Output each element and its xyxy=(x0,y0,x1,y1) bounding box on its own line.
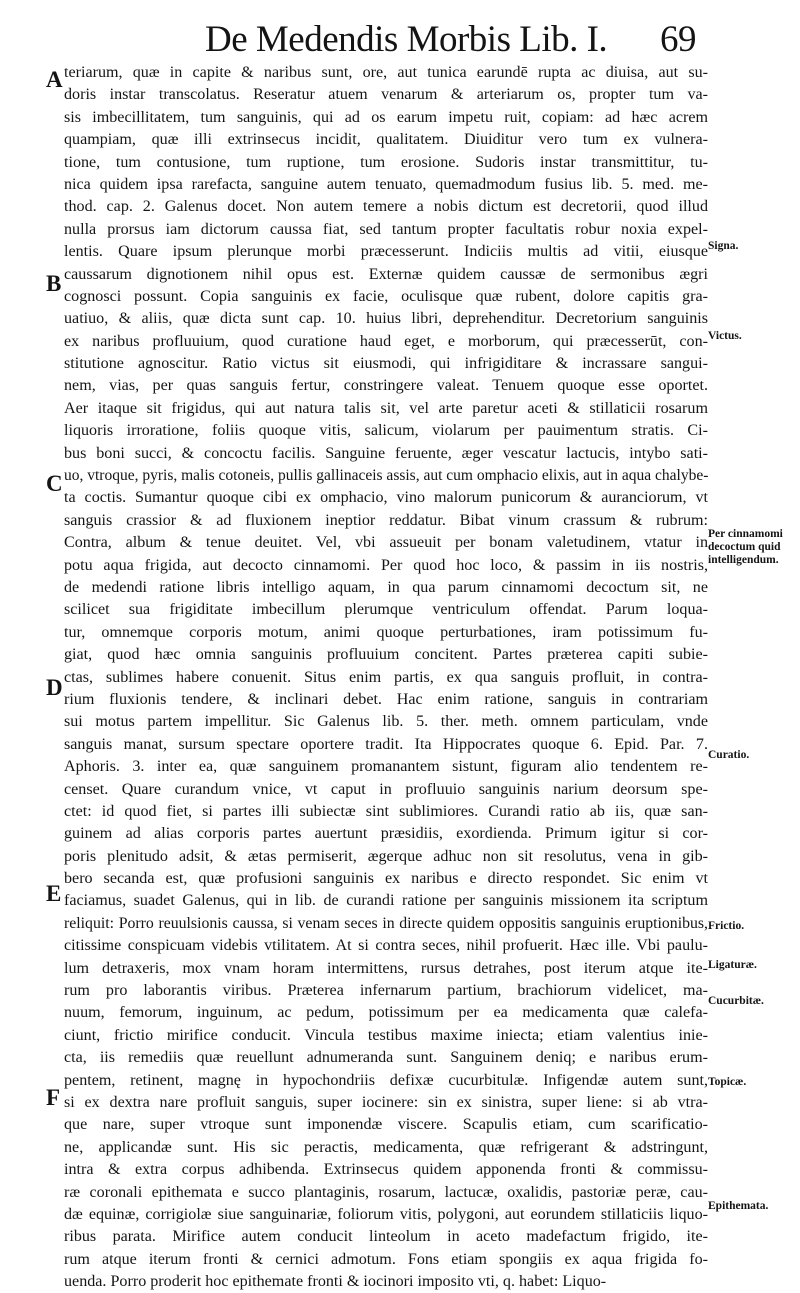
text-line: ex naribus profluuium, quod curatione haud eget, e morborum, qui præcesserūt, con- xyxy=(64,332,708,350)
section-letter-b: B xyxy=(46,271,62,296)
section-letter-c: C xyxy=(46,471,63,496)
text-line: ne, applicandæ sunt. His sic peractis, medicamenta, quæ refrigerant & adstringunt, xyxy=(64,1138,708,1156)
section-letter-a: A xyxy=(46,67,63,92)
text-line: faciamus, suadet Galenus, qui in lib. de curandi ratione per sanguinis missionem ita scriptum xyxy=(64,892,708,910)
header-title: De Medendis Morbis Lib. I. xyxy=(205,19,608,60)
margin-note-signa: Signa. xyxy=(708,240,739,252)
text-line: intra & extra corpus adhibenda. Extrinsecus quidem apponenda fronti & commissu- xyxy=(64,1161,708,1179)
margin-note-epithemata: Epithemata. xyxy=(708,1200,769,1212)
text-line: si ex dextra nare profluit sanguis, super iocinere: sin ex sinistra, super liene: si ab vtra- xyxy=(64,1093,708,1111)
text-line: ctas, sublimes habere conuenit. Situs enim partis, ex qua sanguis profluit, in contra- xyxy=(64,668,708,686)
text-line: Aer itaque sit frigidus, qui aut natura talis sit, vel arte paretur aceti & stillaticii rosarum xyxy=(64,399,708,417)
text-line: lum detraxeris, mox vnam horam intermittens, rursus detrahes, post iterum atque ite- xyxy=(64,959,708,977)
margin-note-cinnamomi: Per cinnamomi decoctum quid intelligendum. xyxy=(708,528,783,566)
text-line: tur, omnemque corporis motum, animi quoque perturbationes, iram potissimum fu- xyxy=(64,623,708,641)
text-line: sui motus partem impellitur. Sic Galenus lib. 5. ther. meth. omnem particulam, vnde xyxy=(64,713,708,731)
running-header xyxy=(205,14,705,66)
text-line: thod. cap. 2. Galenus docet. Non autem temere a nobis dictum est decretorii, quod illud xyxy=(64,198,708,216)
text-line: rum atque iterum fronti & cernici admotum. Fons etiam spongiis ex aqua frigida fo- xyxy=(64,1250,708,1268)
text-line: nulla prorsus iam dictorum caussa fiat, sed tantum propter facultatis robur noxia expel- xyxy=(64,220,708,238)
body-text xyxy=(64,62,708,1293)
text-line: teriarum, quæ in capite & naribus sunt, ore, aut tunica earundē rupta ac diuisa, aut su- xyxy=(64,64,708,81)
text-line: dæ equinæ, corrigiolæ siue sanguinariæ, foliorum vitis, polygoni, aut eorundem stillaticiis liquo- xyxy=(64,1205,708,1223)
text-line: sis imbecillitatem, tum sanguinis, qui ad os earum impetu ruit, copiam: ad hæc acrem xyxy=(64,108,708,126)
text-line: nuum, femorum, inguinum, ac pedum, potissimum per ea medicamenta quæ calefa- xyxy=(64,1004,708,1022)
text-line: uenda. Porro proderit hoc epithemate fronti & iocinori imposito vti, q. habet: Liquo- xyxy=(64,1273,607,1291)
text-line: tione, tum contusione, tum ruptione, tum erosione. Sudoris instar transmittitur, tu- xyxy=(64,153,708,171)
margin-note-frictio: Frictio. xyxy=(708,920,745,932)
section-letter-e: E xyxy=(46,881,62,906)
text-line: Contra, album & tenue deuitet. Vel, vbi assueuit per bonam valetudinem, vtatur in xyxy=(64,534,708,552)
margin-note-victus: Victus. xyxy=(708,330,742,342)
text-line: ribus parata. Mirifice autem conducit linteolum in aceto madefactum frigido, ite- xyxy=(64,1228,708,1246)
text-line: poris plenitudo adsit, & ætas permiserit, ægerque adhuc non sit resolutus, vena in gib- xyxy=(64,847,708,865)
text-line: guinem ad alias corporis partes auertunt præsidiis, exordienda. Primum igitur si cor- xyxy=(64,825,708,843)
margin-note-curatio: Curatio. xyxy=(708,749,750,761)
text-line: Aphoris. 3. inter ea, quæ sanguinem promanantem sistunt, figuram alio tendentem re- xyxy=(64,758,708,776)
text-line: cta, iis remediis quæ reuellunt adnumeranda sunt. Sanguinem deniq; e naribus erum- xyxy=(64,1049,708,1067)
text-line: bus boni succi, & concoctu facilis. Sanguine feruente, æger vescatur lactucis, intybo sati- xyxy=(64,444,708,462)
text-line: citissime conspicuam videbis vtilitatem. At si contra seces, nihil profuerit. Hæc ille. Vbi paulu- xyxy=(64,937,708,955)
text-line: ræ coronali epithemata e succo plantaginis, rosarum, lactucæ, oxalidis, pastoriæ peræ, cau- xyxy=(64,1183,708,1201)
text-line: ctet: id quod fiet, si partes illi subiectæ sint sublimiores. Curandi ratio ab iis, quæ san- xyxy=(64,802,708,820)
text-line: ciunt, frictio mirifice conducit. Vincula testibus maxime iniecta; etiam valentius inie- xyxy=(64,1026,708,1044)
text-line: doris instar transcolatus. Reseratur atuem venarum & arteriarum os, propter tum va- xyxy=(64,86,708,104)
text-line: giat, quod hæc omnia sanguinis profluuium concitent. Partes præterea capiti subie- xyxy=(64,646,708,664)
text-line: de medendi ratione libris intelligo aquam, in qua parum cinnamomi decoctum sit, ne xyxy=(64,578,708,596)
text-line: uatiuo, & aliis, quæ dicta sunt cap. 10. huius libri, deprehenditur. Decretorium sanguinis xyxy=(64,310,708,328)
margin-note-ligaturae: Ligaturæ. xyxy=(708,959,757,971)
page-number: 69 xyxy=(660,19,696,60)
margin-note-topicae: Topicæ. xyxy=(708,1076,747,1088)
text-line: rum pro laborantis viribus. Præterea infernarum partium, brachiorum videlicet, ma- xyxy=(64,982,708,1000)
text-line: lentis. Quare ipsum plerunque morbi præcesserunt. Indiciis multis ad vitii, eiusque xyxy=(64,243,708,261)
text-line: uo, vtroque, pyris, malis cotoneis, pullis gallinaceis assis, aut cum omphacio elixis, aut in aqua chalybe- xyxy=(64,467,708,485)
margin-note-cucurbitae: Cucurbitæ. xyxy=(708,995,764,1007)
text-line: bero secanda est, quæ profusioni sanguinis ex naribus e directo respondet. Sic enim vt xyxy=(64,870,708,888)
text-line: scilicet sua frigiditate imbecillum plerumque ventriculum offendat. Parum loqua- xyxy=(64,601,708,619)
text-line: sanguis crassior & ad fluxionem ineptior reddatur. Bibat vinum crassum & rubrum: xyxy=(64,511,708,529)
text-line: sanguis manat, sursum spectare oportere tradit. Ita Hippocrates quoque 6. Epid. Par. 7. xyxy=(64,735,708,753)
section-letter-f: F xyxy=(46,1085,61,1110)
text-line: caussarum dignotionem nihil opus est. Externæ quidem caussæ de sermonibus ægri xyxy=(64,265,708,283)
text-line: liquoris irroratione, foliis quoque vitis, salicum, violarum per pauimentum stratis. Ci- xyxy=(64,422,708,440)
text-line: ta coctis. Sumantur quoque cibi ex omphacio, vino malorum punicorum & auranciorum, vt xyxy=(64,489,708,507)
text-line: rium fluxionis tendere, & inclinari debet. Hac enim ratione, sanguis in contrariam xyxy=(64,690,708,708)
text-line: potu aqua frigida, aut decocto cinnamomi. Per quod hoc loco, & passim in iis nostris, xyxy=(64,556,708,574)
text-line: stitutione agnoscitur. Ratio victus sit eiusmodi, qui infrigiditare & incrassare sangui- xyxy=(64,355,708,373)
text-line: quampiam, quæ illi extrinsecus incidit, qualitatem. Diuiditur vero tum ex vulnera- xyxy=(64,131,708,149)
text-line: censet. Quare curandum vnice, vt caput in profluuio sanguinis narium deorsum spe- xyxy=(64,780,708,798)
text-line: que nare, super vtroque sunt imponendæ viscere. Scapulis etiam, cum scarificatio- xyxy=(64,1116,708,1134)
text-line: cognosci possunt. Copia sanguinis ex facie, oculisque quæ rubent, dolore capitis gra- xyxy=(64,287,708,305)
text-line: pentem, retinent, magnę in hypochondriis defixæ cucurbitulæ. Infigendæ autem sunt, xyxy=(64,1071,708,1089)
text-line: nica quidem ipsa rarefacta, sanguine autem tenuato, quemadmodum fusius lib. 5. med. me- xyxy=(64,175,708,193)
section-letter-d: D xyxy=(46,675,63,700)
text-line: nem, vias, per quas sanguis fertur, constringere valeat. Tenuem quoque esse oportet. xyxy=(64,377,708,395)
text-line: reliquit: Porro reuulsionis caussa, si venam seces in directe quidem oppositis sanguinis eruptionibus, xyxy=(64,914,708,932)
